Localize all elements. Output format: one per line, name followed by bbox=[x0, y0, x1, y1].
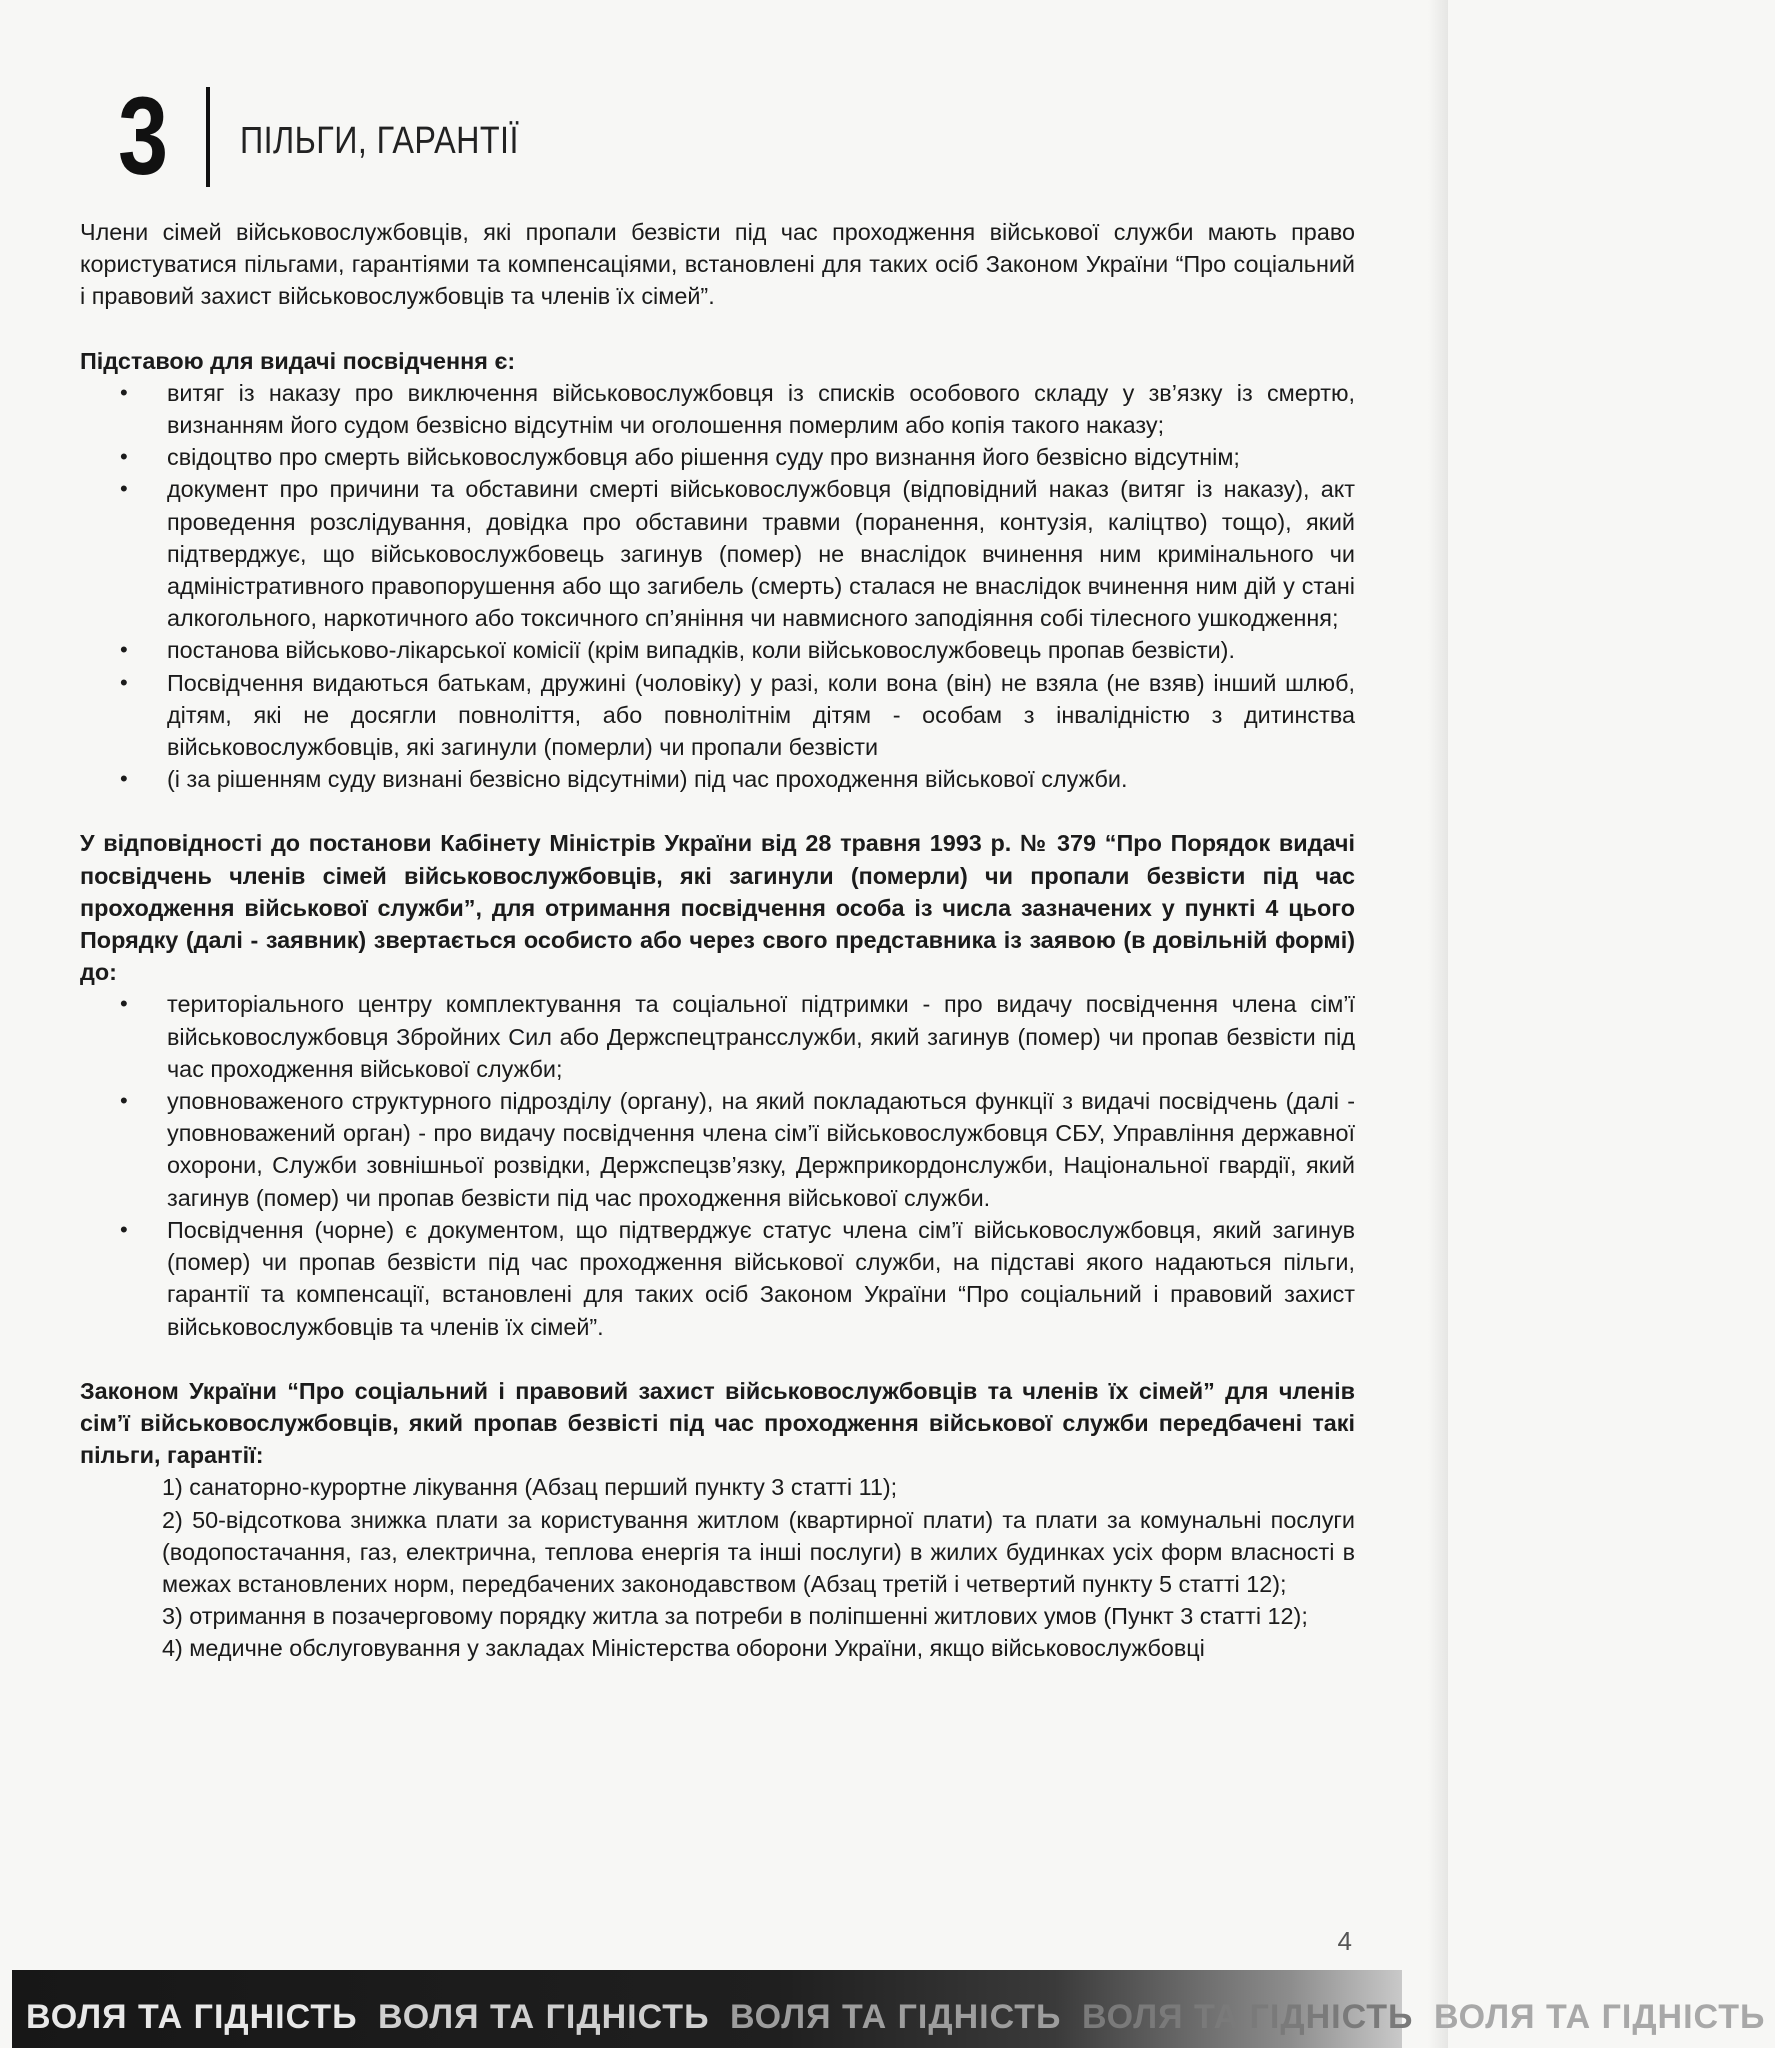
chapter-number: 3 bbox=[118, 75, 167, 198]
page-number: 4 bbox=[1337, 1926, 1352, 1956]
footer-slogan: ВОЛЯ ТА ГІДНІСТЬ bbox=[377, 1998, 710, 2036]
chapter-title: ПІЛЬГИ, ГАРАНТІЇ bbox=[240, 119, 519, 162]
footer-band bbox=[12, 1970, 1766, 2048]
grounds-heading: Підставою для видачі посвідчення є: bbox=[80, 347, 516, 374]
procedure-list bbox=[80, 988, 1355, 1342]
list-item: • постанова військово-лікарської комісії (крім випадків, коли військовослужбовець пропав безвісти). bbox=[80, 634, 1355, 666]
footer-slogan: ВОЛЯ ТА ГІДНІСТЬ bbox=[26, 1998, 358, 2036]
benefits-heading: Законом України “Про соціальний і правовий захист військовослужбовців та членів їх сімей” для членів сім’ї військовослужбовців, який пропав безвісті під час проходження військової служби передбачені такі пільги, гарантії: bbox=[80, 1377, 1355, 1469]
spacer bbox=[80, 313, 1355, 345]
footer-slogan: ВОЛЯ ТА ГІДНІСТЬ bbox=[1433, 1998, 1766, 2036]
list-item: • територіального центру комплектування та соціальної підтримки - про видачу посвідчення члена сім’ї військовослужбовця Збройних Сил або Держспецтрансслужби, який загинув (помер) чи пропав безвісти під час проходження військової служби; bbox=[80, 988, 1355, 1085]
intro-paragraph: Члени сімей військовослужбовців, які пропали безвісти під час проходження військової служби мають право користуватися пільгами, гарантіями та компенсаціями, встановлені для таких осіб Законом України “Про соціальний і правовий захист військовослужбовців та членів їх сімей”. bbox=[80, 219, 1355, 310]
procedure-heading: У відповідності до постанови Кабінету Міністрів України від 28 травня 1993 р. № 379 “Про Порядок видачі посвідчень членів сімей військовослужбовців, які загинули (померли) чи пропали безвісти під час проходження військової служби”, для отримання посвідчення особа із числа зазначених у пункті 4 цього Порядку (далі - заявник) звертається особисто або через свого представника із заявою (в довільній формі) до: bbox=[80, 830, 1355, 986]
spacer bbox=[80, 795, 1355, 827]
list-item: • Посвідчення видаються батькам, дружині (чоловіку) у разі, коли вона (він) не взяла (не взяв) інший шлюб, дітям, які не досягли повноліття, або повнолітнім дітям - особам з інвалідністю з дитинства військовослужбовців, які загинули (померли) чи пропали безвісти bbox=[80, 667, 1355, 764]
footer-slogan: ВОЛЯ ТА ГІДНІСТЬ bbox=[1081, 1998, 1414, 2036]
document-body bbox=[80, 216, 1355, 1665]
footer-slogan-strip bbox=[26, 1998, 1775, 2037]
list-item: • документ про причини та обставини смерті військовослужбовця (відповідний наказ (витяг із наказу), акт проведення розслідування, довідка про обставини травми (поранення, контузія, каліцтво) тощо), який підтверджує, що військовослужбовець загинув (помер) не внаслідок вчинення ним кримінального чи адміністративного правопорушення або що загибель (смерть) сталася не внаслідок вчинення ним дій у стані алкогольного, наркотичного або токсичного сп’яніння чи навмисного заподіяння собі тілесного ушкодження; bbox=[80, 473, 1355, 634]
list-item: 4) медичне обслуговування у закладах Міністерства оборони України, якщо військовослужбовці bbox=[162, 1635, 1205, 1662]
page-edge-shadow bbox=[1428, 0, 1448, 2048]
benefits-list bbox=[80, 1471, 1355, 1664]
list-item: 2) 50-відсоткова знижка плати за користування житлом (квартирної плати) та плати за комунальні послуги (водопостачання, газ, електрична, теплова енергія та інші послуги) в жилих будинках усіх форм власності в межах встановлених норм, передбачених законодавством (Абзац третій і четвертий пункту 5 статті 12); bbox=[162, 1506, 1355, 1597]
footer-slogan: ВОЛЯ ТА ГІДНІСТЬ bbox=[729, 1998, 1062, 2036]
list-item: • Посвідчення (чорне) є документом, що підтверджує статус члена сім’ї військовослужбовця, який загинув (помер) чи пропав безвісти під час проходження військової служби, на підставі якого надаються пільги, гарантії та компенсації, встановлені для таких осіб Законом України “Про соціальний і правовий захист військовослужбовців та членів їх сімей”. bbox=[80, 1214, 1355, 1343]
list-item: • свідоцтво про смерть військовослужбовця або рішення суду про визнання його безвісно відсутнім; bbox=[80, 441, 1355, 473]
list-item: • (і за рішенням суду визнані безвісно відсутніми) під час проходження військової служби. bbox=[80, 763, 1355, 795]
chapter-divider bbox=[206, 87, 210, 187]
spacer bbox=[80, 1343, 1355, 1375]
list-item: • витяг із наказу про виключення військовослужбовця із списків особового складу у зв’язку із смертю, визнанням його судом безвісно відсутнім чи оголошення померлим або копія такого наказу; bbox=[80, 377, 1355, 441]
list-item: • уповноваженого структурного підрозділу (органу), на який покладаються функції з видачі посвідчень (далі - уповноважений орган) - про видачу посвідчення члена сім’ї військовослужбовця СБУ, Управління державної охорони, Служби зовнішньої розвідки, Держспецзв’язку, Держприкордонслужби, Національної гвардії, який загинув (помер) чи пропав безвісти під час проходження військової служби. bbox=[80, 1085, 1355, 1214]
grounds-list bbox=[80, 377, 1355, 796]
list-item: 3) отримання в позачерговому порядку житла за потреби в поліпшенні житлових умов (Пункт 3 статті 12); bbox=[162, 1603, 1308, 1630]
list-item: 1) санаторно-курортне лікування (Абзац перший пункту 3 статті 11); bbox=[162, 1474, 898, 1501]
chapter-header bbox=[118, 75, 568, 198]
